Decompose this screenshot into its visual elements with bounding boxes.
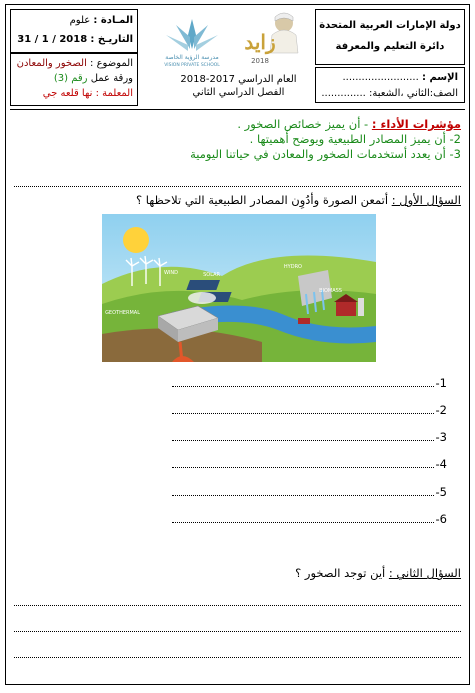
subject-value: علوم bbox=[69, 15, 91, 26]
subject-label: المـادة : bbox=[93, 15, 133, 26]
subject-row bbox=[70, 15, 133, 26]
answer-line-3[interactable]: 3- bbox=[172, 430, 447, 444]
school-logo bbox=[156, 15, 228, 69]
indicator-item-2: 2- أن يميز المصادر الطبيعية ويوضح أهميتها . bbox=[249, 132, 461, 146]
answer2-line-1[interactable] bbox=[14, 605, 461, 606]
ministry-line1: دولة الإمارات العربية المتحدة bbox=[319, 20, 461, 31]
natural-resources-illustration bbox=[102, 214, 376, 362]
label-wind: WIND bbox=[163, 270, 178, 276]
topic-value: الصخور والمعادن bbox=[16, 58, 87, 69]
date-row bbox=[17, 34, 133, 45]
indicator-item-3: 3- أن يعدد أستخدمات الصخور والمعادن في حياتنا اليومية bbox=[190, 147, 461, 161]
question1-label: السؤال الأول : bbox=[391, 193, 461, 207]
ministry-line2: دائرة التعليم والمعرفة bbox=[335, 41, 445, 52]
teacher-label: المعلمة : bbox=[95, 88, 133, 99]
date-label: التاريـخ : bbox=[90, 34, 133, 45]
header-divider bbox=[10, 109, 465, 110]
label-solar: SOLAR bbox=[203, 272, 220, 278]
answer-line-2[interactable]: 2- bbox=[172, 403, 447, 417]
school-logo-text: VISION PRIVATE SCHOOL bbox=[164, 63, 220, 68]
answer-line-1[interactable]: 1- bbox=[172, 376, 447, 390]
question1-text: أتمعن الصورة وأدُوِن المصادر الطبيعية التي تلاحظها ؟ bbox=[136, 193, 389, 207]
label-biomass: BIOMASS bbox=[319, 288, 342, 294]
answer2-line-3[interactable] bbox=[14, 657, 461, 658]
performance-indicators bbox=[21, 117, 461, 162]
worksheet-row bbox=[54, 73, 133, 84]
class-label: الصف:الثاني ،الشعبة: bbox=[369, 88, 458, 99]
indicator-item-1: - أن يميز خصائص الصخور . bbox=[237, 117, 369, 131]
worksheet-number: رقم (3) bbox=[53, 73, 88, 84]
ministry-header-box bbox=[315, 9, 465, 65]
sun-icon bbox=[123, 227, 149, 253]
question2-text: أين توجد الصخور ؟ bbox=[295, 566, 386, 580]
class-row bbox=[321, 88, 458, 99]
zayed-word: زايد bbox=[244, 30, 276, 54]
student-info-box bbox=[315, 67, 465, 103]
zayed-year: 2018 bbox=[251, 57, 269, 65]
student-name-dots[interactable]: ........................ bbox=[342, 72, 419, 83]
teacher-value: نها قلعه جي bbox=[42, 88, 93, 99]
topic-label: الموضوع : bbox=[90, 58, 133, 69]
truck-icon bbox=[298, 318, 310, 324]
date-value: 31 / 1 / 2018 bbox=[17, 34, 88, 45]
student-name-label: الإسم : bbox=[421, 72, 458, 83]
worksheet-page bbox=[5, 4, 470, 685]
label-geothermal: GEOTHERMAL bbox=[105, 310, 140, 316]
student-name-row bbox=[342, 72, 458, 83]
answer-line-4[interactable]: 4- bbox=[172, 457, 447, 471]
indicator-line-1 bbox=[21, 117, 461, 132]
subject-date-box bbox=[10, 9, 138, 53]
question1-title bbox=[136, 193, 461, 207]
label-hydro: HYDRO bbox=[283, 264, 302, 270]
dotted-separator bbox=[14, 186, 461, 187]
answer-line-6[interactable]: 6- bbox=[172, 512, 447, 526]
academic-year: العام الدراسي 2017-2018 bbox=[180, 74, 297, 85]
topic-row bbox=[17, 58, 133, 69]
svg-text:مدرسة الرؤية الخاصة: مدرسة الرؤية الخاصة bbox=[165, 54, 219, 61]
class-dots[interactable]: .............. bbox=[321, 88, 366, 99]
worksheet-label: ورقة عمل bbox=[90, 73, 133, 84]
answer2-line-2[interactable] bbox=[14, 631, 461, 632]
semester: الفصل الدراسي الثاني bbox=[192, 87, 285, 98]
teacher-row bbox=[43, 88, 133, 99]
topic-box bbox=[10, 53, 138, 106]
zayed-year-logo bbox=[238, 9, 304, 69]
question2-title bbox=[295, 566, 461, 580]
academic-year-block bbox=[176, 73, 301, 99]
answer-line-5[interactable]: 5- bbox=[172, 485, 447, 499]
question2-label: السؤال الثاني : bbox=[388, 566, 461, 580]
indicators-title: مؤشرات الأداء : bbox=[371, 117, 461, 131]
